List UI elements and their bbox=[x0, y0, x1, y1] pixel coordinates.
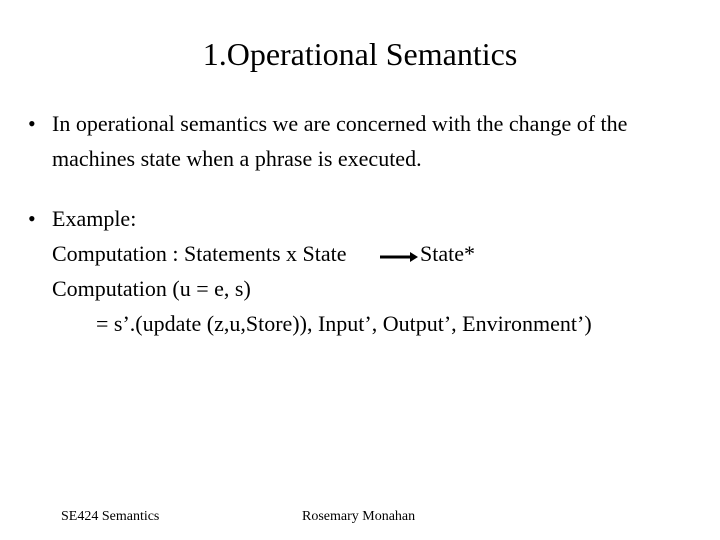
footer-course: SE424 Semantics bbox=[61, 509, 160, 524]
computation-signature-left: Computation : Statements x State bbox=[52, 241, 347, 266]
computation-signature-right: State* bbox=[420, 241, 475, 266]
bullet-marker: • bbox=[28, 111, 36, 136]
slide-title: 1.Operational Semantics bbox=[202, 36, 518, 72]
bullet-text-line-2: machines state when a phrase is executed. bbox=[52, 146, 422, 171]
bullet-marker: • bbox=[28, 206, 36, 231]
right-arrow-icon bbox=[380, 252, 418, 262]
bullet-operational-semantics bbox=[28, 106, 698, 178]
example-heading: Example: bbox=[52, 206, 137, 231]
bullet-text-line-1: In operational semantics we are concerned with the change of the bbox=[52, 111, 628, 136]
computation-result: = s’.(update (z,u,Store)), Input’, Output’, Environment’) bbox=[96, 311, 592, 336]
footer-author: Rosemary Monahan bbox=[302, 509, 416, 524]
computation-application: Computation (u = e, s) bbox=[52, 276, 251, 301]
bullet-example bbox=[28, 201, 698, 341]
